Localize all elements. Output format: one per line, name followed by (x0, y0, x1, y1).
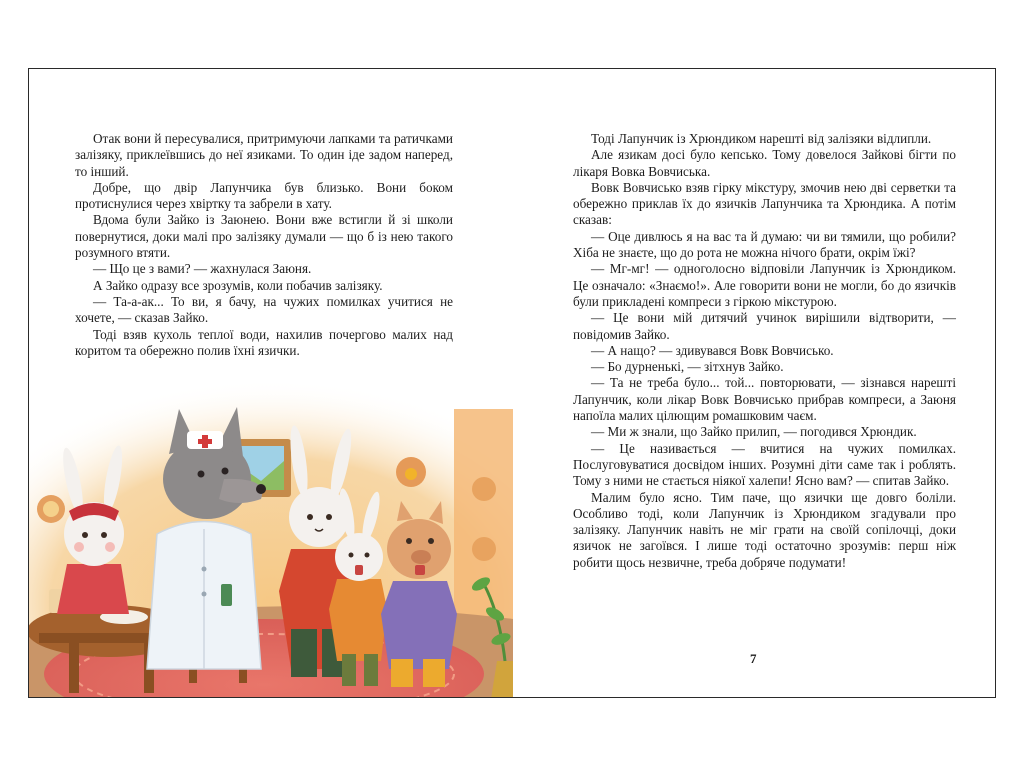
paragraph: — А нащо? — здивувався Вовк Вовчисько. (591, 342, 834, 358)
paragraph: — Та-а-ак... То ви, я бачу, на чужих помилках учитися не хочете, — сказав Зайко. (75, 293, 453, 326)
medicine-bottle-green (221, 584, 232, 606)
paragraph: Отак вони й пересувалися, притримуючи лапками та ратичками залізяку, приклеївшись до неї язиками. То один іде задом наперед, то інший. (75, 131, 453, 179)
paragraph: — Ми ж знали, що Зайко прилип, — погодився Хрюндик. (591, 424, 917, 440)
paragraph: Малим було ясно. Тим паче, що язички ще довго боліли. Особливо тоді, коли Лапунчик із Хрюндиком згадували про залізяку. Лапунчик навіть не міг грати на своїй сопілочці, доки язичок не загоївся. І лише тоді остаточно зрозумів: перш ніж робити щось незвичне, треба добряче подумати! (573, 489, 956, 570)
paragraph: — Оце дивлюсь я на вас та й думаю: чи ви тямили, що робили? Хіба не знаєте, що до рота не можна нічого брати, окрім їжі? (573, 228, 956, 261)
book-spread (28, 68, 996, 698)
illustration-doctor-wolf-rabbits-piglet (29, 369, 513, 698)
paragraph: Вовк Вовчисько взяв гірку мікстуру, змочив нею дві серветки та обережно приклав їх до язичків Лапунчика та Хрюндика. А потім сказав: (573, 179, 956, 228)
paragraph: Добре, що двір Лапунчика був близько. Вони боком протиснулися через хвіртку та забрели в хату. (75, 179, 453, 212)
paragraph: — Це вони мій дитячий учинок вирішили відтворити, — повідомив Зайко. (573, 310, 956, 342)
paragraph: Тоді Лапунчик із Хрюндиком нарешті від залізяки відлипли. (591, 131, 932, 146)
paragraph: — Та не треба було... той... повторювати, — зізнався нарешті Лапунчик, коли лікар Вовк Вовчисько прибрав компреси, а Заюня напоїла малих цілющим ромашковим чаєм. (573, 375, 956, 424)
paragraph: Вдома були Зайко із Заюнею. Вони вже встигли й зі школи повернутися, доки малі про залізяку думали — що б із нею такого розумного втяти. (75, 212, 453, 261)
left-page-text (75, 131, 453, 359)
paragraph: А Зайко одразу все зрозумів, коли побачив залізяку. (93, 277, 383, 293)
left-page (29, 69, 513, 697)
paragraph: Тоді взяв кухоль теплої води, нахилив почергово малих над коритом та обережно полив їхні язички. (75, 326, 453, 358)
page-number: 7 (750, 651, 757, 666)
paragraph: Але язикам досі було кепсько. Тому довелося Зайкові бігти по лікаря Вовка Вовчиська. (573, 147, 956, 179)
paragraph: — Бо дурненькі, — зітхнув Зайко. (591, 359, 784, 375)
paragraph: — Мг-мг! — одноголосно відповіли Лапунчик із Хрюндиком. Це означало: «Знаємо!». Але говорити вони не могли, бо до язичків були прикладені компреси з гіркою мікстурою. (573, 261, 956, 309)
paragraph: — Це називається — вчитися на чужих помилках. Послуговуватися досвідом інших. Розумні діти саме так і роблять. Тому з ними не стається ніякої халепи! Ясно вам? — спитав Зайко. (573, 440, 956, 489)
right-page (513, 69, 996, 697)
right-page-text (573, 131, 956, 571)
paragraph: — Що це з вами? — жахнулася Заюня. (93, 261, 312, 277)
